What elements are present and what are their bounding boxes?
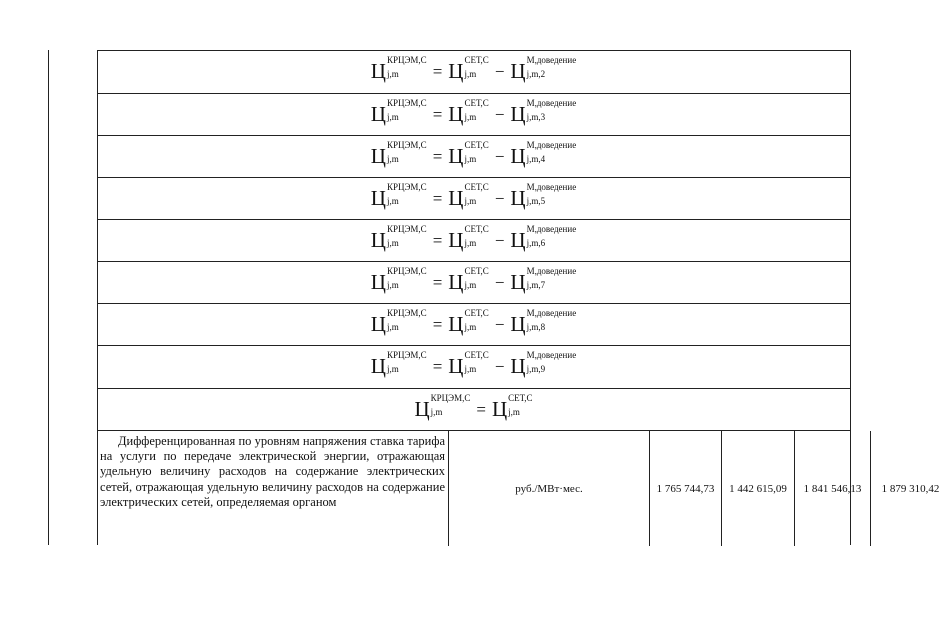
rhs1-symbol: Ц <box>448 102 464 126</box>
rhs2-sup: М,доведение <box>526 224 577 234</box>
rhs2-symbol: Ц <box>510 102 526 126</box>
rhs2-symbol: Ц <box>510 186 526 210</box>
lhs-sup: КРЦЭМ,C <box>386 266 427 276</box>
rhs2-sup: М,доведение <box>526 182 577 192</box>
formula <box>370 140 577 168</box>
final-formula <box>414 393 533 421</box>
equals-sign: = <box>432 146 443 166</box>
lhs-symbol: Ц <box>370 186 386 210</box>
lhs-sub: j,m <box>386 154 399 164</box>
tariff-value-3: 1 841 546,13 <box>795 431 871 546</box>
lhs-sup: КРЦЭМ,C <box>386 224 427 234</box>
rhs2-symbol: Ц <box>510 312 526 336</box>
rhs2-sup: М,доведение <box>526 266 577 276</box>
tariff-value-1: 1 765 744,73 <box>650 431 722 546</box>
lhs-symbol: Ц <box>370 312 386 336</box>
lhs-sup: КРЦЭМ,C <box>386 350 427 360</box>
rhs2-sub: j,m,9 <box>526 364 546 374</box>
rhs1-sup: СЕТ,C <box>464 350 489 360</box>
rhs2-sup: М,доведение <box>526 55 577 65</box>
rhs1-sub: j,m <box>464 322 477 332</box>
tariff-row <box>97 430 940 545</box>
rhs2-sub: j,m,5 <box>526 196 546 206</box>
minus-sign: − <box>494 61 505 81</box>
equals-sign: = <box>432 104 443 124</box>
rhs2-sub: j,m,4 <box>526 154 546 164</box>
rhs2-sup: М,доведение <box>526 350 577 360</box>
final-rhs-sub: j,m <box>508 407 520 417</box>
formula <box>370 224 577 252</box>
lhs-sub: j,m <box>386 69 399 79</box>
final-equals: = <box>476 399 486 419</box>
rhs2-symbol: Ц <box>510 144 526 168</box>
rhs1-sup: СЕТ,C <box>464 266 489 276</box>
lhs-sub: j,m <box>386 322 399 332</box>
formula-row <box>97 345 850 387</box>
formula <box>370 308 577 336</box>
rhs2-sub: j,m,7 <box>526 280 546 290</box>
rhs2-sup: М,доведение <box>526 308 577 318</box>
rhs1-sub: j,m <box>464 364 477 374</box>
lhs-sub: j,m <box>386 238 399 248</box>
formula-row <box>97 93 850 135</box>
rhs2-sub: j,m,6 <box>526 238 546 248</box>
tariff-description: Дифференцированная по уровням напряжения ставка тарифа на услуги по передаче электрической энергии, отражающая удельную величину расходов на содержание электрических сетей, отражающая удельную величину расходов на содержание электрических сетей, определяемая органом <box>97 431 449 546</box>
rhs1-sup: СЕТ,C <box>464 182 489 192</box>
final-lhs-sup: КРЦЭМ,C <box>430 393 471 403</box>
final-rhs-symbol: Ц <box>491 397 508 421</box>
lhs-sub: j,m <box>386 112 399 122</box>
minus-sign: − <box>494 188 505 208</box>
lhs-sup: КРЦЭМ,C <box>386 98 427 108</box>
formula-row <box>97 135 850 177</box>
rhs1-symbol: Ц <box>448 270 464 294</box>
formula-row <box>97 177 850 219</box>
formula <box>370 182 577 210</box>
minus-sign: − <box>494 356 505 376</box>
rhs1-symbol: Ц <box>448 228 464 252</box>
formula-row <box>97 50 850 92</box>
lhs-sup: КРЦЭМ,C <box>386 308 427 318</box>
rhs2-sup: М,доведение <box>526 98 577 108</box>
rhs1-sub: j,m <box>464 154 477 164</box>
rhs1-sub: j,m <box>464 112 477 122</box>
minus-sign: − <box>494 230 505 250</box>
minus-sign: − <box>494 314 505 334</box>
rhs2-symbol: Ц <box>510 270 526 294</box>
final-lhs-sub: j,m <box>430 407 443 417</box>
lhs-sup: КРЦЭМ,C <box>386 140 427 150</box>
formula-row <box>97 261 850 303</box>
rhs2-symbol: Ц <box>510 354 526 378</box>
equals-sign: = <box>432 61 443 81</box>
rhs1-sup: СЕТ,C <box>464 224 489 234</box>
tariff-value-2: 1 442 615,09 <box>722 431 795 546</box>
rhs2-sub: j,m,8 <box>526 322 546 332</box>
equals-sign: = <box>432 230 443 250</box>
lhs-symbol: Ц <box>370 59 386 83</box>
rhs1-sub: j,m <box>464 280 477 290</box>
formula-row <box>97 303 850 345</box>
equals-sign: = <box>432 356 443 376</box>
lhs-symbol: Ц <box>370 144 386 168</box>
rhs1-sup: СЕТ,C <box>464 55 489 65</box>
rhs1-symbol: Ц <box>448 312 464 336</box>
rhs2-sup: М,доведение <box>526 140 577 150</box>
rhs1-sup: СЕТ,C <box>464 308 489 318</box>
rhs1-sub: j,m <box>464 69 477 79</box>
rhs2-sub: j,m,3 <box>526 112 546 122</box>
lhs-sub: j,m <box>386 196 399 206</box>
rhs1-sup: СЕТ,C <box>464 98 489 108</box>
left-border <box>48 50 49 545</box>
equals-sign: = <box>432 188 443 208</box>
equals-sign: = <box>432 272 443 292</box>
formula <box>370 350 577 378</box>
rhs1-sup: СЕТ,C <box>464 140 489 150</box>
rhs1-symbol: Ц <box>448 144 464 168</box>
formula <box>370 266 577 294</box>
rhs2-symbol: Ц <box>510 228 526 252</box>
equals-sign: = <box>432 314 443 334</box>
rhs2-sub: j,m,2 <box>526 69 546 79</box>
final-formula-row <box>97 388 850 430</box>
final-lhs-symbol: Ц <box>414 397 430 421</box>
rhs1-symbol: Ц <box>448 186 464 210</box>
lhs-symbol: Ц <box>370 228 386 252</box>
formula <box>370 98 577 126</box>
lhs-sup: КРЦЭМ,C <box>386 55 427 65</box>
formula <box>370 55 577 83</box>
minus-sign: − <box>494 104 505 124</box>
final-rhs-sup: СЕТ,C <box>508 393 533 403</box>
minus-sign: − <box>494 146 505 166</box>
lhs-sub: j,m <box>386 280 399 290</box>
lhs-symbol: Ц <box>370 354 386 378</box>
tariff-value-4: 1 879 310,42 <box>881 482 940 495</box>
rhs1-symbol: Ц <box>448 354 464 378</box>
lhs-sub: j,m <box>386 364 399 374</box>
rhs2-symbol: Ц <box>510 59 526 83</box>
tariff-unit: руб./МВт·мес. <box>449 431 650 546</box>
minus-sign: − <box>494 272 505 292</box>
formula-row <box>97 219 850 261</box>
rhs1-sub: j,m <box>464 238 477 248</box>
lhs-sup: КРЦЭМ,C <box>386 182 427 192</box>
lhs-symbol: Ц <box>370 102 386 126</box>
rhs1-symbol: Ц <box>448 59 464 83</box>
rhs1-sub: j,m <box>464 196 477 206</box>
lhs-symbol: Ц <box>370 270 386 294</box>
